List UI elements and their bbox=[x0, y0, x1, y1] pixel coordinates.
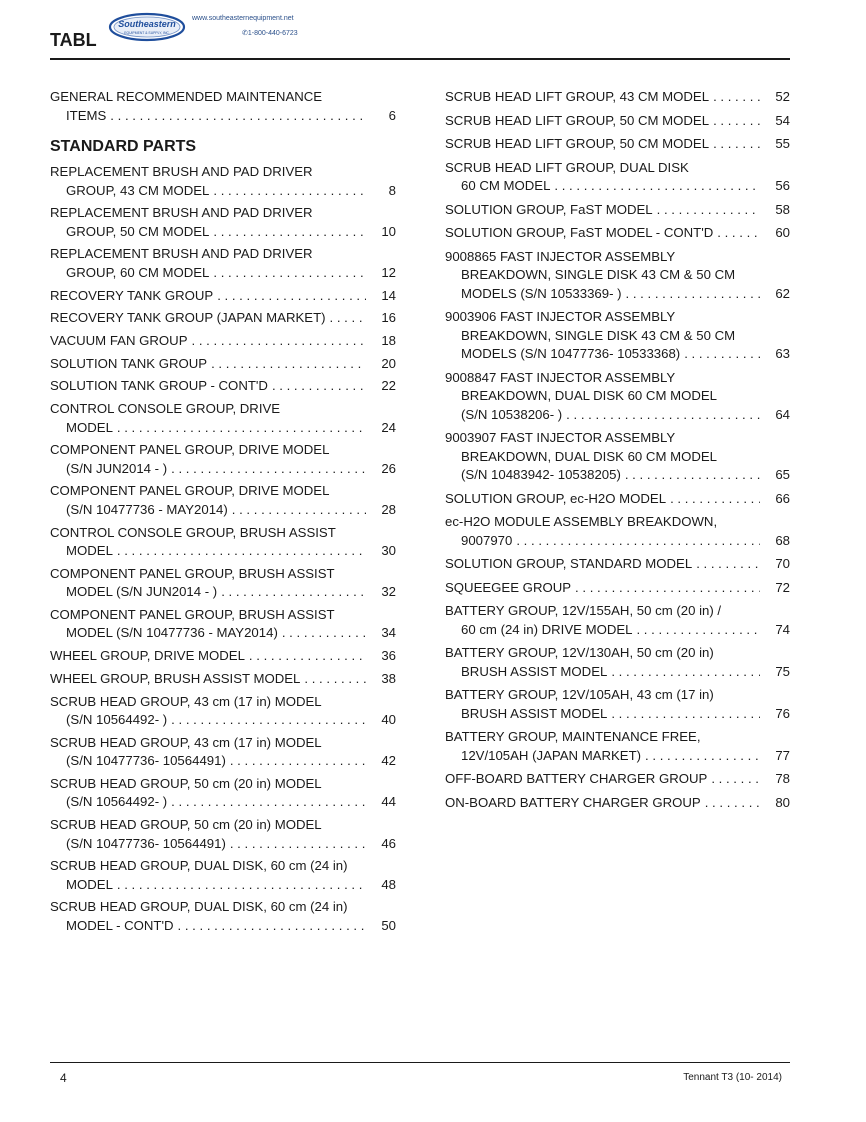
dot-leader bbox=[611, 663, 760, 682]
toc-entry-line: (S/N 10538206- ) bbox=[461, 406, 563, 422]
toc-page-number: 20 bbox=[381, 355, 396, 371]
toc-entry-line: 9008847 FAST INJECTOR ASSEMBLY bbox=[445, 369, 676, 385]
dot-leader bbox=[554, 177, 760, 196]
toc-page-number: 12 bbox=[381, 264, 396, 280]
dot-leader bbox=[230, 835, 366, 854]
dot-leader bbox=[117, 876, 366, 895]
page-title: TABL bbox=[50, 30, 97, 50]
dot-leader bbox=[636, 621, 760, 640]
dot-leader bbox=[696, 555, 760, 574]
toc-page-number: 34 bbox=[381, 625, 396, 641]
toc-entry-line: SOLUTION GROUP, STANDARD MODEL bbox=[445, 556, 693, 571]
toc-entry[interactable] bbox=[445, 490, 790, 509]
website-text: www.southeasternequipment.net bbox=[192, 15, 294, 22]
toc-entry-line: MODEL (S/N 10477736 - MAY2014) bbox=[66, 625, 278, 641]
toc-page-number: 60 bbox=[775, 225, 790, 240]
toc-entry-line: CONTROL CONSOLE GROUP, BRUSH ASSIST bbox=[50, 524, 336, 540]
toc-page-number: 52 bbox=[775, 89, 790, 104]
toc-entry-line: (S/N 10477736- 10564491) bbox=[66, 835, 226, 851]
toc-entry[interactable] bbox=[50, 816, 396, 853]
toc-entry-line: REPLACEMENT BRUSH AND PAD DRIVER bbox=[50, 205, 313, 221]
dot-leader bbox=[304, 670, 366, 689]
dot-leader bbox=[625, 466, 760, 485]
toc-entry-line: 60 CM MODEL bbox=[461, 178, 551, 193]
toc-entry-line: MODELS (S/N 10533369- ) bbox=[461, 285, 622, 301]
dot-leader bbox=[171, 711, 366, 730]
toc-entry-line: CONTROL CONSOLE GROUP, DRIVE bbox=[50, 401, 281, 416]
page-number: 4 bbox=[60, 1071, 67, 1085]
toc-page-number: 56 bbox=[775, 178, 790, 193]
toc-entry-line: (S/N 10564492- ) bbox=[66, 712, 168, 727]
toc-entry-line: BATTERY GROUP, MAINTENANCE FREE, bbox=[445, 729, 701, 744]
dot-leader bbox=[217, 287, 366, 306]
section-heading: STANDARD PARTS bbox=[50, 138, 197, 155]
toc-entry-line: GROUP, 60 CM MODEL bbox=[66, 264, 210, 280]
toc-page-number: 24 bbox=[381, 419, 396, 435]
toc-entry-line: BREAKDOWN, DUAL DISK 60 CM MODEL bbox=[461, 388, 717, 403]
toc-entry-line: GROUP, 50 CM MODEL bbox=[66, 223, 210, 239]
dot-leader bbox=[657, 201, 760, 220]
toc-entry-line: RECOVERY TANK GROUP (JAPAN MARKET) bbox=[50, 310, 326, 326]
dot-leader bbox=[713, 88, 760, 107]
toc-entry-line: COMPONENT PANEL GROUP, DRIVE MODEL bbox=[50, 442, 330, 458]
toc-entry-line: SCRUB HEAD GROUP, 50 cm (20 in) MODEL bbox=[50, 775, 322, 791]
toc-entry-line: VACUUM FAN GROUP bbox=[50, 332, 188, 348]
toc-page-number: 6 bbox=[388, 107, 396, 123]
toc-page-number: 44 bbox=[381, 794, 396, 810]
toc-entry-line: OFF-BOARD BATTERY CHARGER GROUP bbox=[445, 771, 708, 786]
toc-entry-line: BATTERY GROUP, 12V/105AH, 43 cm (17 in) bbox=[445, 687, 714, 702]
toc-entry[interactable] bbox=[50, 775, 396, 812]
toc-entry[interactable] bbox=[50, 441, 396, 478]
toc-page-number: 42 bbox=[381, 753, 396, 769]
dot-leader bbox=[192, 332, 366, 351]
footer-rule bbox=[50, 1062, 790, 1063]
dot-leader bbox=[516, 532, 760, 551]
toc-entry-line: SOLUTION GROUP, FaST MODEL - CONT'D bbox=[445, 225, 714, 240]
toc-page-number: 50 bbox=[381, 917, 396, 933]
dot-leader bbox=[626, 285, 760, 304]
dot-leader bbox=[282, 624, 366, 643]
toc-entry-line: BREAKDOWN, SINGLE DISK 43 CM & 50 CM bbox=[461, 327, 736, 343]
toc-entry[interactable] bbox=[50, 524, 396, 561]
dot-leader bbox=[171, 460, 366, 479]
toc-entry[interactable] bbox=[445, 686, 790, 723]
toc-entry[interactable] bbox=[50, 163, 396, 200]
logo-subtext: EQUIPMENT & SUPPLY, INC. bbox=[124, 31, 170, 35]
toc-page-number: 30 bbox=[381, 543, 396, 559]
toc-page-number: 72 bbox=[775, 579, 790, 595]
toc-page-number: 80 bbox=[775, 794, 790, 810]
dot-leader bbox=[171, 793, 366, 812]
toc-entry-line: BREAKDOWN, SINGLE DISK 43 CM & 50 CM bbox=[461, 267, 736, 282]
toc-entry-line: BRUSH ASSIST MODEL bbox=[461, 663, 608, 679]
toc-entry-line: MODEL bbox=[66, 876, 113, 892]
dot-leader bbox=[611, 705, 760, 724]
toc-entry-line: ec-H2O MODULE ASSEMBLY BREAKDOWN, bbox=[445, 514, 718, 529]
toc-entry-line: ITEMS bbox=[66, 107, 107, 123]
toc-entry-line: MODELS (S/N 10477736- 10533368) bbox=[461, 346, 681, 361]
dot-leader bbox=[230, 752, 366, 771]
toc-entry-line: (S/N 10477736 - MAY2014) bbox=[66, 501, 228, 517]
toc-entry-line: 9003907 FAST INJECTOR ASSEMBLY bbox=[445, 430, 676, 445]
toc-entry[interactable] bbox=[445, 201, 790, 220]
toc-page-number: 64 bbox=[775, 406, 790, 422]
toc-entry[interactable] bbox=[445, 770, 790, 789]
toc-entry[interactable] bbox=[50, 400, 396, 437]
toc-page-number: 22 bbox=[381, 378, 396, 394]
phone-text: 1-800-440-6723 bbox=[247, 30, 298, 37]
toc-page-number: 8 bbox=[388, 182, 396, 198]
toc-page-number: 74 bbox=[775, 621, 790, 637]
toc-entry-line: MODEL bbox=[66, 419, 113, 435]
company-logo bbox=[108, 12, 186, 42]
dot-leader bbox=[575, 579, 760, 598]
toc-entry-line: (S/N 10483942- 10538205) bbox=[461, 467, 621, 482]
toc-entry-line: SOLUTION TANK GROUP bbox=[50, 355, 208, 371]
toc-entry[interactable] bbox=[445, 308, 790, 364]
toc-page-number: 28 bbox=[381, 501, 396, 517]
dot-leader bbox=[670, 490, 760, 509]
dot-leader bbox=[330, 309, 366, 328]
logo-text: Southeastern bbox=[118, 19, 176, 29]
toc-entry-line: SOLUTION TANK GROUP - CONT'D bbox=[50, 378, 268, 394]
toc-page-number: 10 bbox=[381, 223, 396, 239]
toc-page-number: 70 bbox=[775, 556, 790, 571]
toc-page-number: 54 bbox=[775, 112, 790, 128]
toc-entry-line: BATTERY GROUP, 12V/155AH, 50 cm (20 in) / bbox=[445, 603, 722, 618]
toc-page-number: 58 bbox=[775, 201, 790, 217]
dot-leader bbox=[713, 112, 760, 131]
toc-entry-line: COMPONENT PANEL GROUP, BRUSH ASSIST bbox=[50, 565, 335, 581]
toc-entry[interactable] bbox=[445, 728, 790, 765]
toc-page-number: 46 bbox=[381, 835, 396, 851]
toc-entry[interactable] bbox=[50, 734, 396, 771]
toc-entry[interactable] bbox=[445, 644, 790, 681]
toc-entry[interactable] bbox=[445, 88, 790, 107]
dot-leader bbox=[211, 355, 366, 374]
toc-page-number: 78 bbox=[775, 771, 790, 786]
dot-leader bbox=[178, 917, 366, 936]
toc-page-number: 65 bbox=[775, 467, 790, 482]
toc-entry-line: SCRUB HEAD GROUP, 50 cm (20 in) MODEL bbox=[50, 817, 322, 833]
toc-entry-line: SCRUB HEAD LIFT GROUP, 50 CM MODEL bbox=[445, 112, 710, 128]
dot-leader bbox=[645, 747, 760, 766]
phone-row bbox=[192, 26, 298, 41]
toc-entry-line: MODEL - CONT'D bbox=[66, 917, 174, 933]
toc-entry-line: SCRUB HEAD LIFT GROUP, 50 CM MODEL bbox=[445, 136, 710, 151]
dot-leader bbox=[110, 107, 366, 126]
toc-right-column bbox=[445, 88, 790, 817]
phone-icon: ✆ bbox=[242, 30, 248, 37]
dot-leader bbox=[713, 135, 760, 154]
toc-entry-line: WHEEL GROUP, BRUSH ASSIST MODEL bbox=[50, 670, 301, 686]
toc-page-number: 26 bbox=[381, 460, 396, 476]
toc-page-number: 55 bbox=[775, 136, 790, 151]
toc-page-number: 68 bbox=[775, 532, 790, 548]
toc-page-number: 76 bbox=[775, 705, 790, 721]
dot-leader bbox=[717, 224, 760, 243]
toc-page-number: 38 bbox=[381, 670, 396, 686]
toc-entry-line: SCRUB HEAD GROUP, 43 cm (17 in) MODEL bbox=[50, 693, 322, 709]
dot-leader bbox=[213, 264, 366, 283]
toc-entry[interactable] bbox=[50, 309, 396, 328]
dot-leader bbox=[213, 182, 366, 201]
dot-leader bbox=[232, 501, 366, 520]
toc-page-number: 14 bbox=[381, 287, 396, 303]
document-id: Tennant T3 (10- 2014) bbox=[683, 1072, 782, 1083]
toc-entry-line: (S/N 10477736- 10564491) bbox=[66, 753, 226, 769]
toc-entry[interactable] bbox=[50, 245, 396, 282]
toc-page-number: 18 bbox=[381, 332, 396, 348]
toc-page-number: 66 bbox=[775, 490, 790, 506]
toc-entry-line: RECOVERY TANK GROUP bbox=[50, 287, 214, 303]
toc-entry[interactable] bbox=[445, 248, 790, 304]
toc-entry-line: SCRUB HEAD GROUP, DUAL DISK, 60 cm (24 in) bbox=[50, 899, 348, 915]
toc-entry[interactable] bbox=[50, 377, 396, 396]
contact-info bbox=[192, 11, 298, 41]
toc-page-number: 16 bbox=[381, 310, 396, 326]
toc-entry-line: COMPONENT PANEL GROUP, BRUSH ASSIST bbox=[50, 606, 335, 622]
toc-entry-line: 9008865 FAST INJECTOR ASSEMBLY bbox=[445, 248, 676, 264]
dot-leader bbox=[117, 542, 366, 561]
toc-entry-line: (S/N JUN2014 - ) bbox=[66, 460, 168, 476]
toc-page-number: 62 bbox=[775, 285, 790, 301]
toc-entry[interactable] bbox=[445, 429, 790, 485]
toc-entry-line: COMPONENT PANEL GROUP, DRIVE MODEL bbox=[50, 483, 330, 499]
toc-entry-line: WHEEL GROUP, DRIVE MODEL bbox=[50, 648, 245, 664]
toc-entry[interactable] bbox=[50, 332, 396, 351]
toc-entry-line: 9003906 FAST INJECTOR ASSEMBLY bbox=[445, 309, 676, 324]
toc-entry[interactable] bbox=[50, 287, 396, 306]
toc-entry[interactable] bbox=[50, 565, 396, 602]
toc-entry[interactable] bbox=[445, 794, 790, 813]
toc-entry[interactable] bbox=[50, 898, 396, 935]
toc-entry[interactable] bbox=[50, 647, 396, 666]
dot-leader bbox=[711, 770, 760, 789]
toc-entry[interactable] bbox=[50, 857, 396, 894]
toc-entry-line: SCRUB HEAD GROUP, 43 cm (17 in) MODEL bbox=[50, 734, 322, 750]
toc-entry[interactable] bbox=[50, 670, 396, 689]
toc-page-number: 48 bbox=[381, 876, 396, 892]
toc-entry-line: BREAKDOWN, DUAL DISK 60 CM MODEL bbox=[461, 448, 717, 464]
dot-leader bbox=[272, 377, 366, 396]
toc-entry-line: 12V/105AH (JAPAN MARKET) bbox=[461, 747, 642, 763]
toc-entry-line: 9007970 bbox=[461, 532, 513, 548]
toc-entry-line: MODEL bbox=[66, 543, 113, 559]
toc-entry[interactable] bbox=[50, 88, 396, 125]
toc-entry[interactable] bbox=[445, 159, 790, 196]
toc-entry-line: BRUSH ASSIST MODEL bbox=[461, 705, 608, 721]
toc-entry[interactable] bbox=[445, 224, 790, 243]
toc-entry[interactable] bbox=[50, 693, 396, 730]
toc-entry-line: 60 cm (24 in) DRIVE MODEL bbox=[461, 621, 633, 637]
toc-entry-line: MODEL (S/N JUN2014 - ) bbox=[66, 584, 218, 600]
toc-entry[interactable] bbox=[445, 602, 790, 639]
toc-entry[interactable] bbox=[50, 482, 396, 519]
toc-page-number: 40 bbox=[381, 712, 396, 727]
toc-entry[interactable] bbox=[50, 606, 396, 643]
toc-entry[interactable] bbox=[445, 112, 790, 131]
toc-entry-line: SCRUB HEAD LIFT GROUP, 43 CM MODEL bbox=[445, 89, 710, 104]
toc-entry-line: SCRUB HEAD LIFT GROUP, DUAL DISK bbox=[445, 159, 689, 175]
toc-entry-line: SOLUTION GROUP, FaST MODEL bbox=[445, 201, 653, 217]
toc-entry[interactable] bbox=[445, 513, 790, 550]
dot-leader bbox=[566, 406, 760, 425]
toc-page-number: 63 bbox=[775, 346, 790, 361]
toc-entry-line: SCRUB HEAD GROUP, DUAL DISK, 60 cm (24 in) bbox=[50, 858, 348, 874]
dot-leader bbox=[705, 794, 760, 813]
toc-entry-line: REPLACEMENT BRUSH AND PAD DRIVER bbox=[50, 246, 313, 262]
dot-leader bbox=[221, 583, 366, 602]
toc-entry-line: REPLACEMENT BRUSH AND PAD DRIVER bbox=[50, 164, 313, 179]
toc-entry-line: (S/N 10564492- ) bbox=[66, 794, 168, 810]
toc-entry[interactable] bbox=[445, 555, 790, 574]
toc-entry[interactable] bbox=[445, 369, 790, 425]
dot-leader bbox=[249, 647, 366, 666]
header-rule bbox=[50, 58, 790, 60]
dot-leader bbox=[117, 419, 366, 438]
toc-page-number: 77 bbox=[775, 747, 790, 763]
toc-entry-line: SQUEEGEE GROUP bbox=[445, 579, 572, 595]
toc-entry-line: BATTERY GROUP, 12V/130AH, 50 cm (20 in) bbox=[445, 645, 714, 660]
toc-entry-line: GENERAL RECOMMENDED MAINTENANCE bbox=[50, 89, 323, 104]
toc-entry[interactable] bbox=[50, 204, 396, 241]
dot-leader bbox=[213, 223, 366, 242]
toc-entry-line: GROUP, 43 CM MODEL bbox=[66, 182, 210, 198]
toc-entry[interactable] bbox=[445, 135, 790, 154]
toc-page-number: 36 bbox=[381, 648, 396, 664]
dot-leader bbox=[684, 345, 760, 364]
toc-left-column bbox=[50, 88, 396, 940]
toc-page-number: 32 bbox=[381, 584, 396, 600]
toc-entry-line: SOLUTION GROUP, ec-H2O MODEL bbox=[445, 490, 667, 506]
toc-entry[interactable] bbox=[50, 355, 396, 374]
toc-entry-line: ON-BOARD BATTERY CHARGER GROUP bbox=[445, 794, 701, 810]
toc-page-number: 75 bbox=[775, 663, 790, 679]
toc-entry[interactable] bbox=[445, 579, 790, 598]
